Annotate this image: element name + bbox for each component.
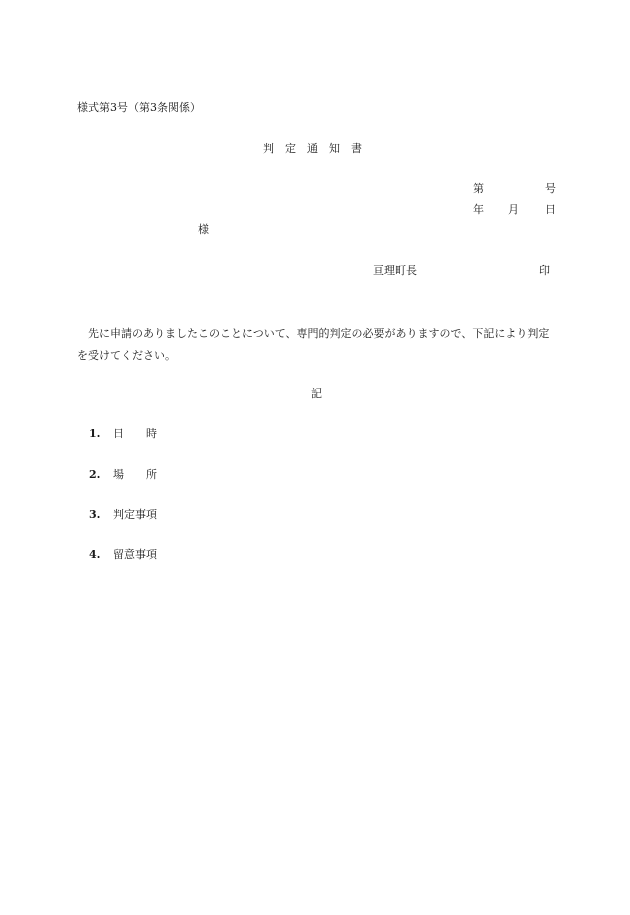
body-paragraph: 先に申請のありましたこのことについて、専門的判定の必要がありますので、下記により判定を受けてください。 xyxy=(77,327,550,362)
date-day-label: 日 xyxy=(545,203,556,216)
ki-heading: 記 xyxy=(311,387,322,400)
date-month-label: 月 xyxy=(508,203,519,216)
list-item xyxy=(89,468,157,482)
list-item-number: 4. xyxy=(89,548,101,561)
list-item-number: 1. xyxy=(89,427,101,440)
list-item xyxy=(89,508,157,522)
list-item-label: 場 所 xyxy=(113,468,157,481)
issuer-name: 亘理町長 xyxy=(373,264,417,277)
addressee-honorific: 様 xyxy=(198,223,209,236)
list-item xyxy=(89,427,157,441)
form-number: 様式第3号（第3条関係） xyxy=(77,101,201,114)
seal-mark: 印 xyxy=(539,264,550,277)
list-item-number: 3. xyxy=(89,508,101,521)
document-number-prefix: 第 xyxy=(473,182,484,195)
list-item-number: 2. xyxy=(89,468,101,481)
list-item-label: 日 時 xyxy=(113,427,157,440)
list-item-label: 判定事項 xyxy=(113,508,157,521)
list-item xyxy=(89,548,157,562)
date-year-label: 年 xyxy=(473,203,484,216)
document-number-suffix: 号 xyxy=(545,182,556,195)
document-title: 判 定 通 知 書 xyxy=(263,142,362,155)
list-item-label: 留意事項 xyxy=(113,548,157,561)
